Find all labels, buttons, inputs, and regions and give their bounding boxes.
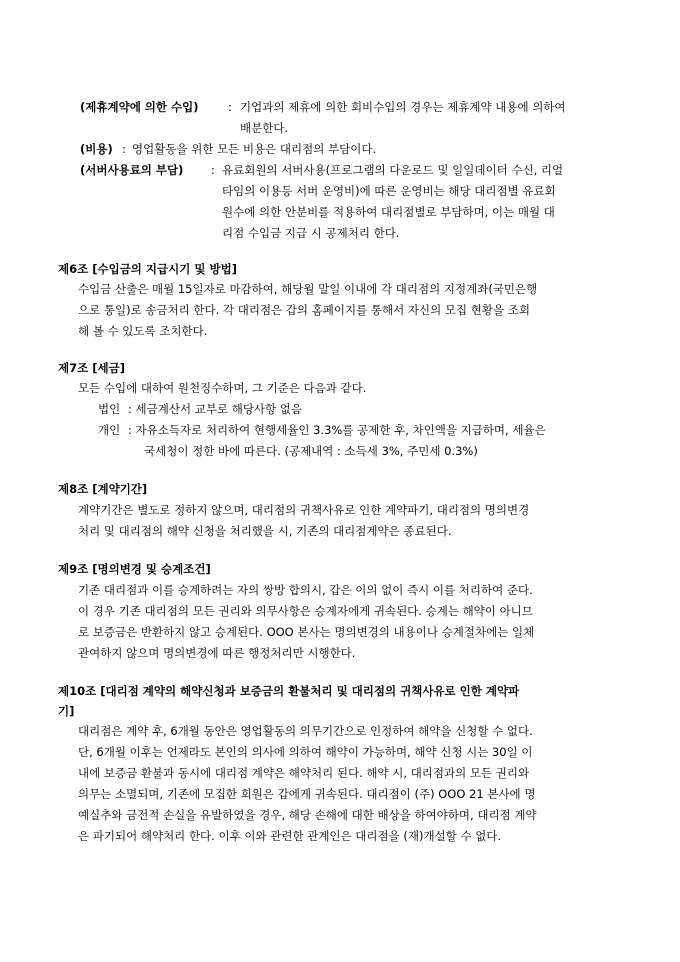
server-fee-sep: : — [211, 163, 215, 177]
partner-revenue-label: (제휴계약에 의한 수입) — [80, 100, 199, 114]
server-fee-line4: 리점 수입금 지급 시 공제처리 한다. — [222, 226, 400, 240]
server-fee-label: (서버사용료의 부담) — [80, 163, 184, 177]
partner-revenue-line1: 기업과의 제휴에 의한 회비수입의 경우는 제휴계약 내용에 의하여 — [240, 100, 566, 114]
article-6-line1: 수입금 산출은 매월 15일자로 마감하여, 해당월 말일 이내에 각 대리점의 지정계좌(국민은행 — [78, 282, 538, 296]
article-6-title: 제6조 [수입금의 지급시기 및 방법] — [58, 262, 237, 276]
article-8-line1: 계약기간은 별도로 정하지 않으며, 대리점의 귀책사유로 인한 계약파기, 대리점의 명의변경 — [78, 503, 530, 517]
article-9-line2: 이 경우 기존 대리점의 모든 권리와 의무사항은 승계자에게 귀속된다. 승계는 해약이 아니므 — [78, 604, 533, 618]
corporate-label: 법인 — [98, 402, 121, 416]
article-9-line3: 로 보증금은 반환하지 않고 승계된다. OOO 본사는 명의변경의 내용이나 승계절차에는 일체 — [78, 625, 535, 639]
article-8-title: 제8조 [계약기간] — [58, 482, 148, 496]
article-10-line5: 예실추와 금전적 손실을 유발하였을 경우, 해당 손해에 대한 배상을 하여야하며, 대리점 계약 — [78, 808, 537, 822]
article-10-title-line1: 제10조 [대리점 계약의 해약신청과 보증금의 환불처리 및 대리점의 귀책사유로 인한 계약파 — [58, 684, 520, 698]
article-9-line4: 관여하지 않으며 명의변경에 따른 행정처리만 시행한다. — [78, 646, 356, 660]
partner-revenue-sep: : — [228, 100, 232, 114]
cost-sep: : — [122, 142, 126, 156]
article-10-line4: 의무는 소멸되며, 기존에 모집한 회원은 갑에게 귀속된다. 대리점이 (주) OOO 21 본사에 명 — [78, 787, 536, 801]
partner-revenue-line2: 배분한다. — [240, 121, 289, 135]
article-9-line1: 기존 대리점과 이를 승계하려는 자의 쌍방 합의시, 갑은 이의 없이 즉시 이를 처리하여 준다. — [78, 583, 533, 597]
article-6-line3: 해 볼 수 있도록 조치한다. — [78, 324, 208, 338]
corporate-text: : 세금계산서 교부로 해당사항 없음 — [128, 402, 303, 416]
individual-label: 개인 — [98, 423, 121, 437]
cost-label: (비용) — [80, 142, 113, 156]
article-10-line2: 단, 6개월 이후는 언제라도 본인의 의사에 의하여 해약이 가능하며, 해약 신청 시는 30일 이 — [78, 745, 533, 759]
article-7-title: 제7조 [세금] — [58, 361, 125, 375]
individual-line2: 국세청이 정한 바에 따른다. (공제내역 : 소득세 3%, 주민세 0.3%) — [144, 444, 478, 458]
individual-line1: : 자유소득자로 처리하여 현행세율인 3.3%를 공제한 후, 차인액을 지급하며, 세율은 — [128, 423, 546, 437]
article-6-line2: 으로 통일)로 송금처리 한다. 각 대리점은 갑의 홈페이지를 통해서 자신의 모집 현황을 조회 — [78, 303, 530, 317]
server-fee-line3: 원수에 의한 안분비를 적용하여 대리점별로 부담하며, 이는 매월 대 — [222, 205, 555, 219]
article-10-line1: 대리점은 계약 후, 6개월 동안은 영업활동의 의무기간으로 인정하여 해약을 신청할 수 없다. — [78, 724, 533, 738]
cost-line1: 영업활동을 위한 모든 비용은 대리점의 부담이다. — [132, 142, 377, 156]
article-10-line3: 내에 보증금 환불과 동시에 대리점 계약은 해약처리 된다. 해약 시, 대리점과의 모든 권리와 — [78, 766, 530, 780]
partner-revenue-row — [80, 99, 199, 115]
server-fee-line2: 타임의 이용등 서버 운영비)에 따른 운영비는 해당 대리점별 유료회 — [222, 184, 556, 198]
article-7-intro: 모든 수입에 대하여 원천징수하며, 그 기준은 다음과 같다. — [78, 381, 367, 395]
article-8-line2: 처리 및 대리점의 해약 신청을 처리했을 시, 기존의 대리점계약은 종료된다. — [78, 524, 452, 538]
article-10-line6: 은 파기되어 해약처리 한다. 이후 이와 관련한 관계인은 대리점을 (재)개설할 수 없다. — [78, 829, 502, 843]
server-fee-line1: 유료회원의 서버사용(프로그램의 다운로드 및 일일데이터 수신, 리얼 — [222, 163, 564, 177]
article-9-title: 제9조 [명의변경 및 승계조건] — [58, 562, 211, 576]
article-10-title-line2: 기] — [58, 704, 75, 718]
